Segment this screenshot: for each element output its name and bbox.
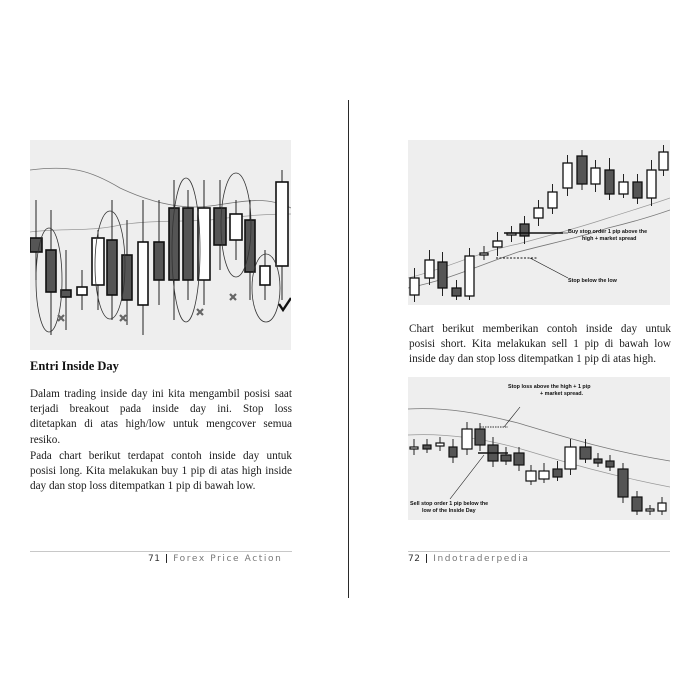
page-footer xyxy=(408,554,529,564)
footer-separator: | xyxy=(164,554,169,564)
candle-body xyxy=(122,255,132,300)
candle-body xyxy=(526,471,536,481)
section-heading: Entri Inside Day xyxy=(30,359,119,373)
candle-body xyxy=(633,182,642,198)
candle-body xyxy=(646,509,654,511)
x-mark-icon xyxy=(120,315,126,321)
candle-body xyxy=(618,469,628,497)
short-inside-day-chart xyxy=(408,377,670,520)
candle-body xyxy=(563,163,572,188)
x-mark-icon xyxy=(230,294,236,300)
paragraph-line: terjadi breakout pada inside day ini. Stop loss xyxy=(30,403,292,416)
paragraph-line: Dalam trading inside day ini kita mengambil posisi saat xyxy=(30,388,292,400)
candle-body xyxy=(658,503,666,511)
paragraph-intro xyxy=(30,387,292,448)
paragraph-line: day dan stop loss ditempatkan 1 pip di bawah low. xyxy=(30,480,256,493)
candle-body xyxy=(169,208,179,280)
x-mark-icon xyxy=(197,309,203,315)
candle-body xyxy=(539,471,549,479)
candle-body xyxy=(423,445,431,449)
paragraph-line: inside day dan stop loss ditempatkan 1 pip di atas high. xyxy=(409,353,657,366)
inside-day-overview-chart xyxy=(30,140,291,350)
candle-body xyxy=(438,262,447,288)
paragraph-line: resiko. xyxy=(30,433,61,446)
candle-body xyxy=(594,459,602,463)
candle-body xyxy=(605,170,614,194)
candle-body xyxy=(214,208,226,245)
candle-body xyxy=(425,260,434,278)
chart-annotation: + market spread. xyxy=(540,391,583,397)
candle-body xyxy=(410,278,419,295)
chart-annotation: Stop below the low xyxy=(568,278,617,284)
book-spine xyxy=(348,100,349,598)
candle-body xyxy=(501,455,511,461)
candle-body xyxy=(514,453,524,465)
page-number: 72 xyxy=(408,554,421,564)
candle-body xyxy=(77,287,87,295)
paragraph-line: posisi short. Kita melakukan sell 1 pip di bawah low xyxy=(409,338,671,351)
footer-rule xyxy=(408,551,670,552)
candle-body xyxy=(632,497,642,511)
paragraph-short-example xyxy=(409,322,671,368)
candle-body xyxy=(452,288,461,296)
annotation-pointer xyxy=(504,407,520,427)
candle-body xyxy=(107,240,117,295)
candle-body xyxy=(462,429,472,449)
chart-annotation: Buy stop order 1 pip above the xyxy=(568,229,648,235)
paragraph-line: Pada chart berikut terdapat contoh inside day untuk xyxy=(30,450,292,462)
chart-annotation: Sell stop order 1 pip below the xyxy=(410,501,489,507)
candle-body xyxy=(659,152,668,170)
candle-body xyxy=(619,182,628,194)
candle-body xyxy=(548,192,557,208)
candle-body xyxy=(606,461,614,467)
candle-body xyxy=(138,242,148,305)
candle-body xyxy=(647,170,656,198)
candle-body xyxy=(410,447,418,449)
chart-annotation: low of the Inside Day xyxy=(422,508,476,514)
moving-average-line xyxy=(30,168,291,208)
book-title: Indotraderpedia xyxy=(433,554,530,564)
right-page xyxy=(350,0,700,700)
paragraph-line: posisi long. Kita melakukan buy 1 pip di atas high inside xyxy=(30,465,292,478)
candle-body xyxy=(276,182,288,266)
candle-body xyxy=(46,250,56,292)
candle-body xyxy=(534,208,543,218)
candle-body xyxy=(577,156,587,184)
book-title: Forex Price Action xyxy=(173,554,283,564)
candle-body xyxy=(436,443,444,446)
highlight-ellipse xyxy=(252,254,280,322)
page-number: 71 xyxy=(148,554,161,564)
candle-body xyxy=(260,266,270,285)
candle-body xyxy=(475,429,485,445)
annotation-pointer xyxy=(530,258,568,278)
candle-body xyxy=(493,241,502,247)
candle-body xyxy=(230,214,242,240)
candle-body xyxy=(449,447,457,457)
paragraph-long-example xyxy=(30,449,292,495)
candle-body xyxy=(92,238,104,285)
candle-body xyxy=(465,256,474,296)
candle-body xyxy=(480,253,488,255)
candle-body xyxy=(183,208,193,280)
candle-body xyxy=(553,469,562,477)
check-mark-icon xyxy=(279,298,291,310)
chart-annotation: high + market spread xyxy=(582,236,637,242)
footer-rule xyxy=(30,551,292,552)
x-mark-icon xyxy=(58,315,64,321)
paragraph-line: ditetapkan di atas high/low untuk mengcover semua xyxy=(30,418,292,431)
candle-body xyxy=(565,447,576,469)
paragraph-line: Chart berikut memberikan contoh inside day untuk xyxy=(409,323,671,335)
footer-separator: | xyxy=(424,554,429,564)
chart-annotation: Stop loss above the high + 1 pip xyxy=(508,384,591,390)
annotation-pointer xyxy=(450,455,484,499)
left-page xyxy=(0,0,348,700)
candle-body xyxy=(30,238,42,252)
page-footer xyxy=(148,554,282,564)
candle-body xyxy=(520,224,529,236)
candle-body xyxy=(61,290,71,297)
candle-body xyxy=(154,242,164,280)
moving-average-line xyxy=(408,409,670,461)
candle-body xyxy=(591,168,600,184)
long-inside-day-chart xyxy=(408,140,670,305)
candle-body xyxy=(580,447,591,459)
